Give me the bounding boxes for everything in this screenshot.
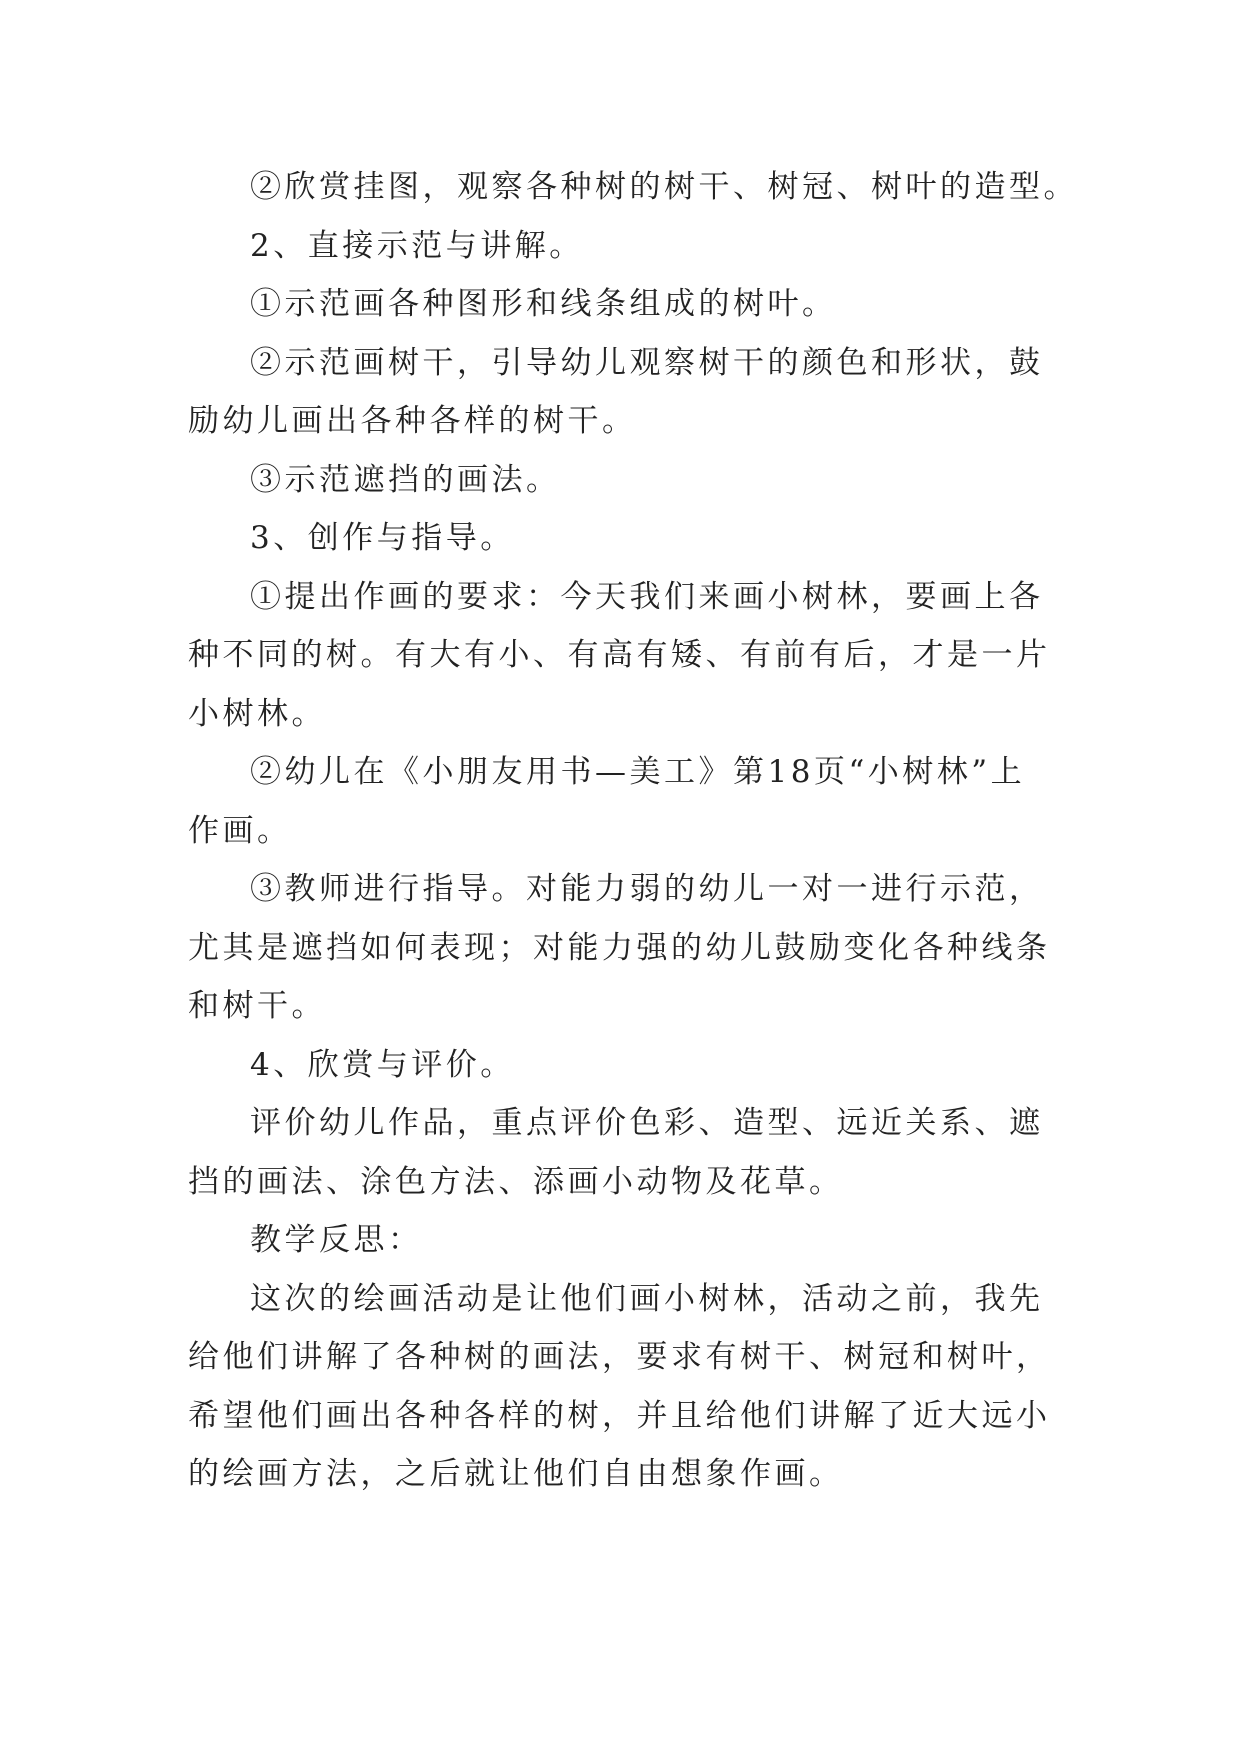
- paragraph: ②示范画树干，引导幼儿观察树干的颜色和形状，鼓励幼儿画出各种各样的树干。: [188, 344, 1044, 439]
- document-page: [188, 158, 1078, 1504]
- paragraph: 3、创作与指导。: [250, 520, 515, 556]
- paragraph: 这次的绘画活动是让他们画小树林，活动之前，我先给他们讲解了各种树的画法，要求有树干、树冠和树叶，希望他们画出各种各样的树，并且给他们讲解了近大远小的绘画方法，之后就让他们自由想象作画。: [188, 1280, 1051, 1492]
- paragraph: ③示范遮挡的画法。: [250, 461, 561, 498]
- paragraph: ①示范画各种图形和线条组成的树叶。: [250, 286, 837, 322]
- paragraph: 4、欣赏与评价。: [250, 1046, 515, 1083]
- paragraph: ③教师进行指导。对能力弱的幼儿一对一进行示范，尤其是遮挡如何表现；对能力强的幼儿鼓励变化各种线条和树干。: [188, 871, 1051, 1024]
- paragraph: ②欣赏挂图，观察各种树的树干、树冠、树叶的造型。: [250, 169, 1078, 205]
- paragraph: 教学反思：: [250, 1222, 423, 1258]
- paragraph: ②幼儿在《小朋友用书—美工》第18页“小树林”上作画。: [188, 754, 1026, 849]
- paragraph: ①提出作画的要求：今天我们来画小树林，要画上各种不同的树。有大有小、有高有矮、有前有后，才是一片小树林。: [188, 578, 1051, 732]
- paragraph: 评价幼儿作品，重点评价色彩、造型、远近关系、遮挡的画法、涂色方法、添画小动物及花草。: [188, 1105, 1044, 1200]
- paragraph: 2、直接示范与讲解。: [250, 227, 584, 264]
